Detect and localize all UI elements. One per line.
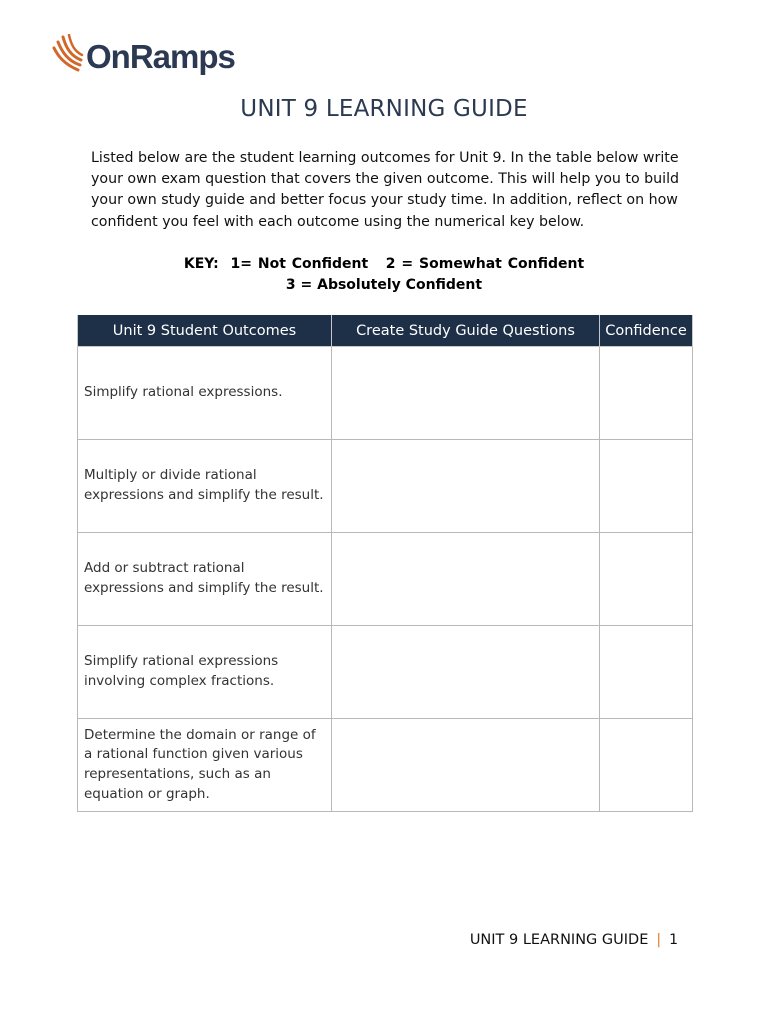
outcome-cell: Determine the domain or range of a rational function given various representations, such as an equation or graph. xyxy=(78,719,332,812)
ramps-logo-icon xyxy=(50,34,84,78)
table-row xyxy=(78,719,693,812)
confidence-cell[interactable] xyxy=(600,347,693,440)
outcome-cell: Simplify rational expressions involving complex fractions. xyxy=(78,626,332,719)
logo-wordmark: OnRamps xyxy=(86,37,235,75)
intro-paragraph: Listed below are the student learning outcomes for Unit 9. In the table below write your own exam question that covers the given outcome. This will help you to build your own study guide and better focus your study time. In addition, reflect on how confident you feel with each outcome using the numerical key below. xyxy=(91,150,680,230)
confidence-cell[interactable] xyxy=(600,533,693,626)
confidence-key-line-1: KEY: 1= Not Confident 2 = Somewhat Confident xyxy=(183,256,585,272)
table-row xyxy=(78,626,693,719)
confidence-cell[interactable] xyxy=(600,440,693,533)
table-row xyxy=(78,533,693,626)
outcome-cell: Add or subtract rational expressions and simplify the result. xyxy=(78,533,332,626)
question-cell[interactable] xyxy=(332,719,600,812)
page-number: 1 xyxy=(669,932,678,948)
header-outcomes: Unit 9 Student Outcomes xyxy=(78,315,332,347)
page-footer xyxy=(470,932,678,948)
header-confidence: Confidence xyxy=(600,315,693,347)
table-row xyxy=(78,440,693,533)
table-header-row xyxy=(78,315,693,347)
header-study-questions: Create Study Guide Questions xyxy=(332,315,600,347)
question-cell[interactable] xyxy=(332,533,600,626)
onramps-logo xyxy=(50,32,235,80)
question-cell[interactable] xyxy=(332,626,600,719)
page-title: UNIT 9 LEARNING GUIDE xyxy=(240,96,528,122)
confidence-cell[interactable] xyxy=(600,719,693,812)
footer-title: UNIT 9 LEARNING GUIDE xyxy=(469,932,649,948)
outcome-cell: Simplify rational expressions. xyxy=(78,347,332,440)
outcomes-table xyxy=(77,315,693,812)
question-cell[interactable] xyxy=(332,440,600,533)
confidence-cell[interactable] xyxy=(600,626,693,719)
table-row xyxy=(78,347,693,440)
outcome-cell: Multiply or divide rational expressions and simplify the result. xyxy=(78,440,332,533)
footer-separator: | xyxy=(656,932,662,948)
confidence-key-line-2: 3 = Absolutely Confident xyxy=(285,277,483,293)
question-cell[interactable] xyxy=(332,347,600,440)
